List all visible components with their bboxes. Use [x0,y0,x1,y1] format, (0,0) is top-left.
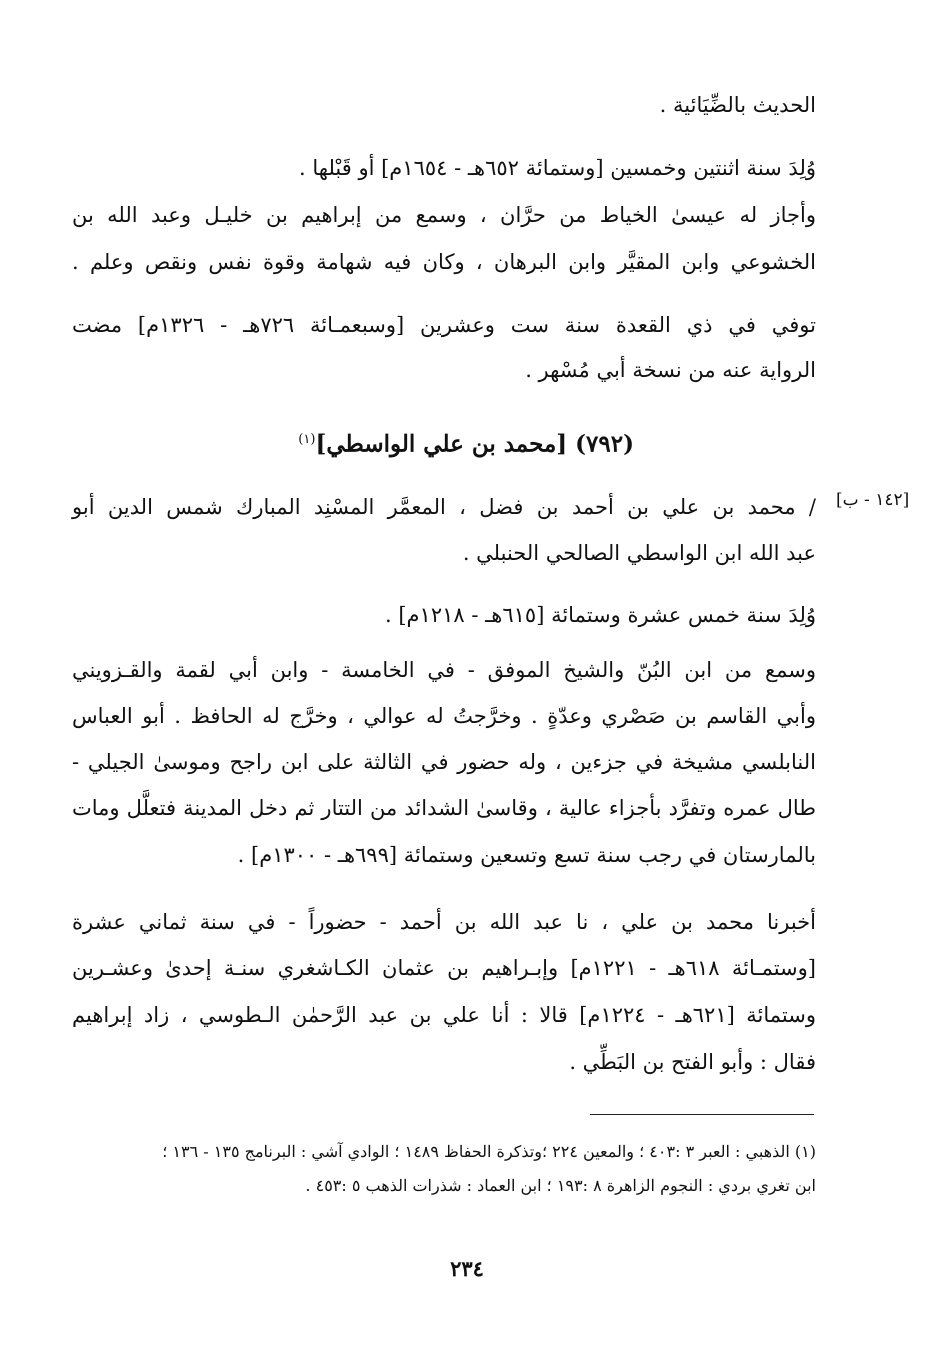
prev-entry-line: الخشوعي وابن المقيَّر وابن البرهان ، وكان فيه شهامة وقوة نفس ونقص وعلم . [72,250,816,274]
entry-body-line: وستمائة [٦٢١هـ - ١٢٢٤م] قالا : أنا علي بن عبد الرَّحمٰن الـطوسي ، زاد إبراهيم [72,1003,816,1027]
entry-body-line: النابلسي مشيخة في جزءين ، وله حضور في الثالثة على ابن راجح وموسىٰ الجيلي - [72,750,816,774]
prev-entry-line: الحديث بالضِّيَائية . [659,93,816,117]
footnote-separator [590,1114,814,1115]
footnote-ref: (١) [298,432,316,447]
prev-entry-line: توفي في ذي القعدة سنة ست وعشرين [وسبعمـائة ٧٢٦هـ - ١٣٢٦م] مضت [72,313,817,337]
entry-body-line: [وستمـائة ٦١٨هـ - ١٢٢١م] وإبـراهيم بن عثمان الكـاشغري سنـة إحدىٰ وعشـرين [72,956,816,980]
entry-body-line: / محمد بن علي بن أحمد بن فضل ، المعمَّر المسْنِد المبارك شمس الدين أبو [72,495,816,519]
entry-body-line: وأبي القاسم بن صَصْري وعدّةٍ . وخرَّجتُ له عوالي ، وخرَّج له الحافظ . أبو العباس [72,704,816,728]
entry-body-line: فقال : وأبو الفتح بن البَطِّي . [569,1050,816,1074]
entry-body-line: وُلِدَ سنة خمس عشرة وستمائة [٦١٥هـ - ١٢١٨م] . [385,603,816,627]
prev-entry-line: وُلِدَ سنة اثنتين وخمسين [وستمائة ٦٥٢هـ - ١٦٥٤م] أو قَبْلها . [299,156,816,180]
entry-body-line: عبد الله ابن الواسطي الصالحي الحنبلي . [462,541,816,565]
footnote-line: (١) الذهبي : العبر ٣ :٤٠٣ ؛ والمعين ٢٢٤ ؛وتذكرة الحفاظ ١٤٨٩ ؛ الوادي آشي : البرنامج ١٣٥ - ١٣٦ ؛ [162,1142,816,1161]
marginal-folio-ref: [١٤٢ - ب] [836,490,910,510]
entry-heading [298,425,634,460]
entry-body-line: وسمع من ابن البُنّ والشيخ الموفق - في الخامسة - وابن أبي لقمة والقـزويني [72,658,816,682]
entry-heading-text: (٧٩٢) [محمد بن علي الواسطي] [315,430,634,458]
prev-entry-line: الرواية عنه من نسخة أبي مُسْهر . [525,358,816,382]
entry-body-line: بالمارستان في رجب سنة تسع وتسعين وستمائة [٦٩٩هـ - ١٣٠٠م] . [237,843,816,867]
entry-body-line: طال عمره وتفرَّد بأجزاء عالية ، وقاسىٰ الشدائد من التتار ثم دخل المدينة فتعلَّل ومات [72,796,816,820]
footnote-line: ابن تغري بردي : النجوم الزاهرة ٨ :١٩٣ ؛ ابن العماد : شذرات الذهب ٥ :٤٥٣ . [305,1176,816,1195]
entry-body-line: أخبرنا محمد بن علي ، نا عبد الله بن أحمد - حضوراً - في سنة ثماني عشرة [72,910,816,934]
prev-entry-line: وأجاز له عيسىٰ الخياط من حرَّان ، وسمع من إبراهيم بن خليـل وعبد الله بن [72,203,816,227]
page-number: ٢٣٤ [450,1256,484,1281]
